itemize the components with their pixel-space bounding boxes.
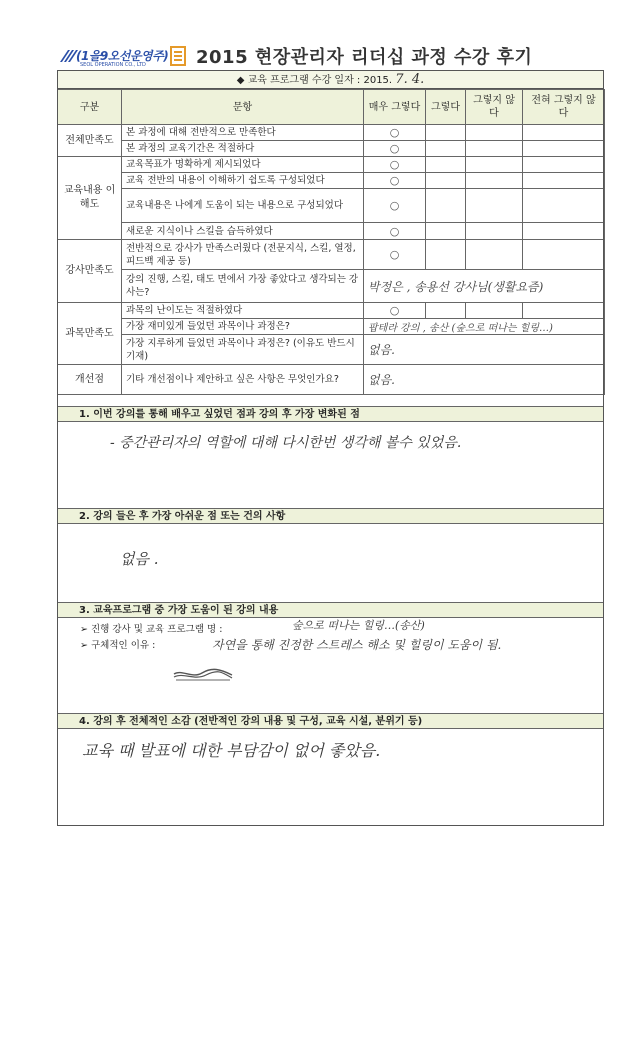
question-text: 과목의 난이도는 적절하였다 (122, 303, 364, 319)
category-instructor: 강사만족도 (58, 240, 122, 303)
section-4-answer: 교육 때 발표에 대한 부담감이 없어 좋았음. (82, 741, 381, 760)
category-overall: 전체만족도 (58, 125, 122, 157)
section-3-reason-label: ➢ 구체적인 이유 : (80, 640, 156, 651)
col-disagree: 그렇지 않다 (466, 90, 523, 125)
check-mark: ○ (364, 173, 426, 189)
col-question: 문항 (122, 90, 364, 125)
category-improve: 개선점 (58, 365, 122, 395)
logo-subtext: SEOL OPERATION CO., LTD (80, 62, 146, 68)
question-text: 교육 전반의 내용이 이해하기 쉽도록 구성되었다 (122, 173, 364, 189)
section-2-title: 2. 강의 들은 후 가장 아쉬운 점 또는 건의 사항 (57, 508, 604, 524)
section-1-answer: - 중간관리자의 역할에 대해 다시한번 생각해 볼수 있었음. (110, 435, 462, 451)
section-3-program-answer: 숲으로 떠나는 힐링…(송산) (292, 619, 425, 632)
question-text: 가장 재미있게 들었던 과목이나 과정은? (122, 319, 364, 335)
company-logo (58, 44, 186, 70)
category-content: 교육내용 이해도 (58, 157, 122, 240)
logo-text: (1을9오선운영주) (76, 49, 169, 63)
question-text: 전반적으로 강사가 만족스러웠다 (전문지식, 스킬, 열정, 피드백 제공 등) (122, 240, 364, 270)
question-text: 본 과정에 대해 전반적으로 만족한다 (122, 125, 364, 141)
question-text: 교육목표가 명확하게 제시되었다 (122, 157, 364, 173)
check-mark: ○ (364, 157, 426, 173)
check-mark: ○ (364, 303, 426, 319)
check-mark: ○ (364, 189, 426, 223)
question-text: 새로운 지식이나 스킬을 습득하였다 (122, 223, 364, 240)
question-text: 강의 진행, 스킬, 태도 면에서 가장 좋았다고 생각되는 강사는? (122, 270, 364, 303)
course-date-value: 7. 4. (395, 72, 425, 87)
section-3-program-label: ➢ 진행 강사 및 교육 프로그램 명 : (80, 624, 223, 635)
section-4-title: 4. 강의 후 전체적인 소감 (전반적인 강의 내용 및 구성, 교육 시설, 분위기 등) (57, 713, 604, 729)
section-2-answer: 없음 . (120, 550, 159, 568)
question-text: 교육내용은 나에게 도움이 되는 내용으로 구성되었다 (122, 189, 364, 223)
answer-best-instructor: 박정은 , 송용선 강사님(생활요즘) (364, 270, 605, 303)
logo-emblem-icon (170, 46, 186, 66)
logo-stripes-icon (58, 46, 78, 66)
category-subject: 과목만족도 (58, 303, 122, 365)
col-agree: 그렇다 (426, 90, 466, 125)
col-category: 구분 (58, 90, 122, 125)
section-3-reason-answer: 자연을 통해 진정한 스트레스 해소 및 힐링이 도움이 됨. (212, 638, 502, 652)
section-3-title: 3. 교육프로그램 중 가장 도움이 된 강의 내용 (57, 602, 604, 618)
answer-most-boring: 없음. (364, 335, 605, 365)
answer-suggestions: 없음. (364, 365, 605, 395)
question-text: 기타 개선점이나 제안하고 싶은 사항은 무엇인가요? (122, 365, 364, 395)
check-mark: ○ (364, 223, 426, 240)
section-1-title: 1. 이번 강의를 통해 배우고 싶었던 점과 강의 후 가장 변화된 점 (57, 406, 604, 422)
question-text: 가장 지루하게 들었던 과목이나 과정은? (이유도 반드시 기재) (122, 335, 364, 365)
col-strongly-disagree: 전혀 그렇지 않다 (523, 90, 605, 125)
check-mark: ○ (364, 141, 426, 157)
page-title: 2015 현장관리자 리더십 과정 수강 후기 (196, 47, 533, 68)
course-date-label: ◆ 교육 프로그램 수강 일자 : 2015. (236, 75, 393, 86)
check-mark: ○ (364, 125, 426, 141)
question-text: 본 과정의 교육기간은 적절하다 (122, 141, 364, 157)
answer-most-fun: 팝테라 강의 , 송산 (숲으로 떠나는 힐링…) (364, 319, 605, 335)
col-strongly-agree: 매우 그렇다 (364, 90, 426, 125)
check-mark: ○ (364, 240, 426, 270)
form-border (57, 70, 604, 826)
